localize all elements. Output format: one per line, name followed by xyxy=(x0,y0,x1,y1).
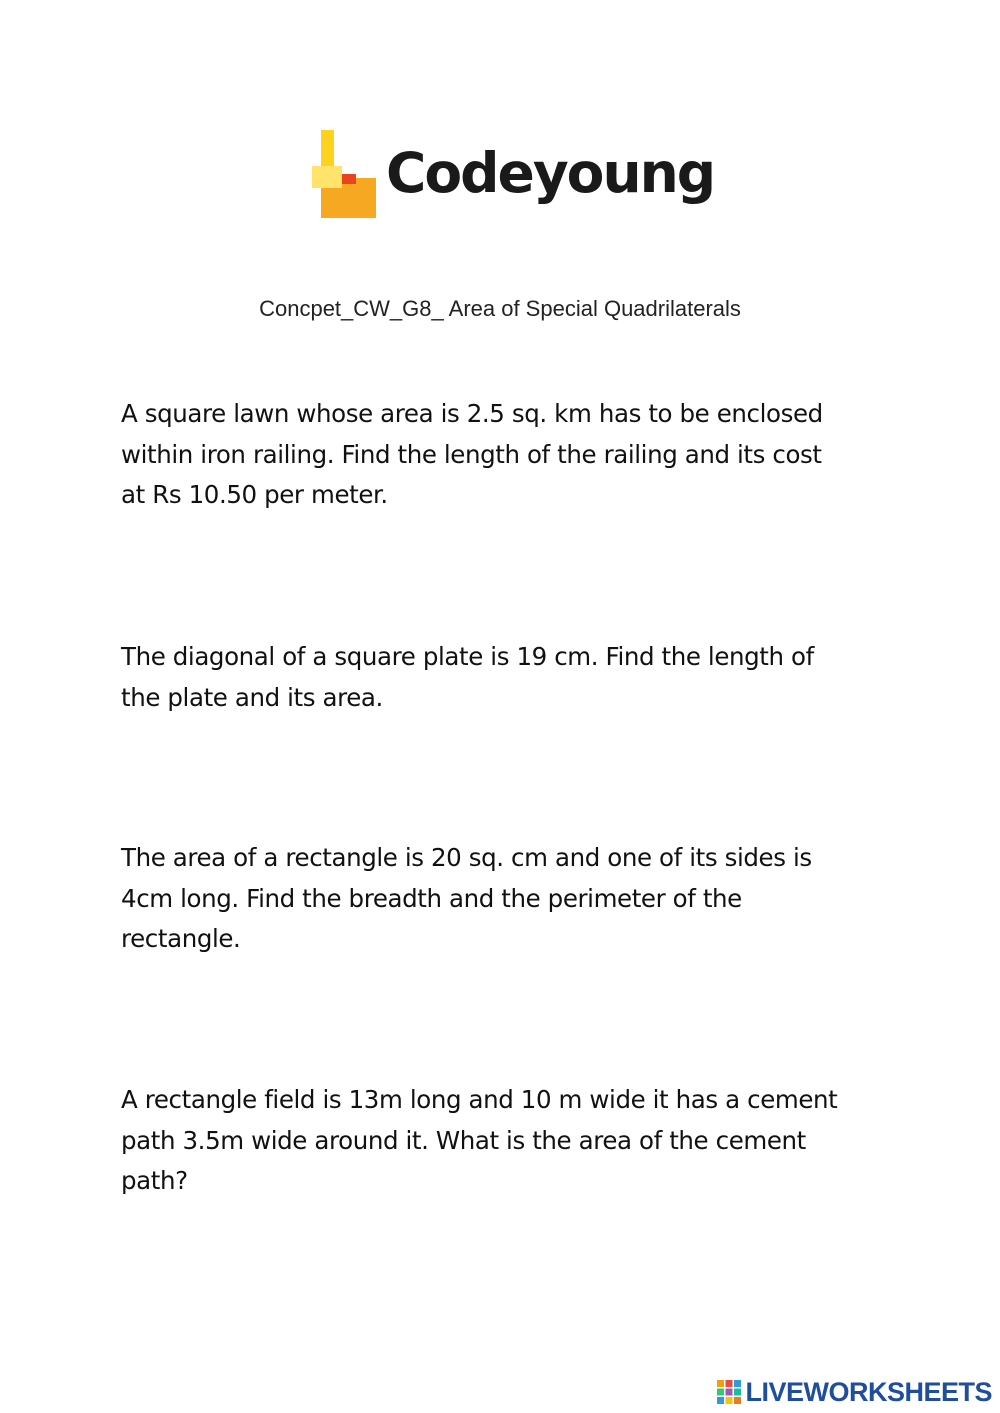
question-line: A square lawn whose area is 2.5 sq. km has to be enclosed xyxy=(121,399,823,428)
question-line: A rectangle field is 13m long and 10 m wide it has a cement xyxy=(121,1085,838,1114)
question-line: path? xyxy=(121,1166,188,1195)
liveworksheets-watermark xyxy=(717,1377,992,1407)
logo-wordmark: Codeyoung xyxy=(386,141,715,205)
codeyoung-logo xyxy=(312,128,715,228)
question-3 xyxy=(121,838,891,960)
watermark-text: LIVEWORKSHEETS xyxy=(745,1376,992,1407)
question-line: rectangle. xyxy=(121,924,241,953)
codeyoung-logo-mark-icon xyxy=(312,128,376,220)
question-line: The diagonal of a square plate is 19 cm. Find the length of xyxy=(121,642,814,671)
worksheet-title: Concpet_CW_G8_ Area of Special Quadrilaterals xyxy=(259,296,741,321)
question-line: the plate and its area. xyxy=(121,682,383,712)
question-4 xyxy=(121,1080,891,1202)
question-line: 4cm long. Find the breadth and the perimeter of the xyxy=(121,883,742,913)
question-2 xyxy=(121,637,891,718)
question-line: at Rs 10.50 per meter. xyxy=(121,480,388,509)
question-line: The area of a rectangle is 20 sq. cm and one of its sides is xyxy=(121,843,812,872)
question-1 xyxy=(121,394,891,516)
liveworksheets-grid-icon xyxy=(717,1380,741,1404)
question-line: path 3.5m wide around it. What is the area of the cement xyxy=(121,1125,806,1155)
question-line: within iron railing. Find the length of the railing and its cost xyxy=(121,439,822,469)
